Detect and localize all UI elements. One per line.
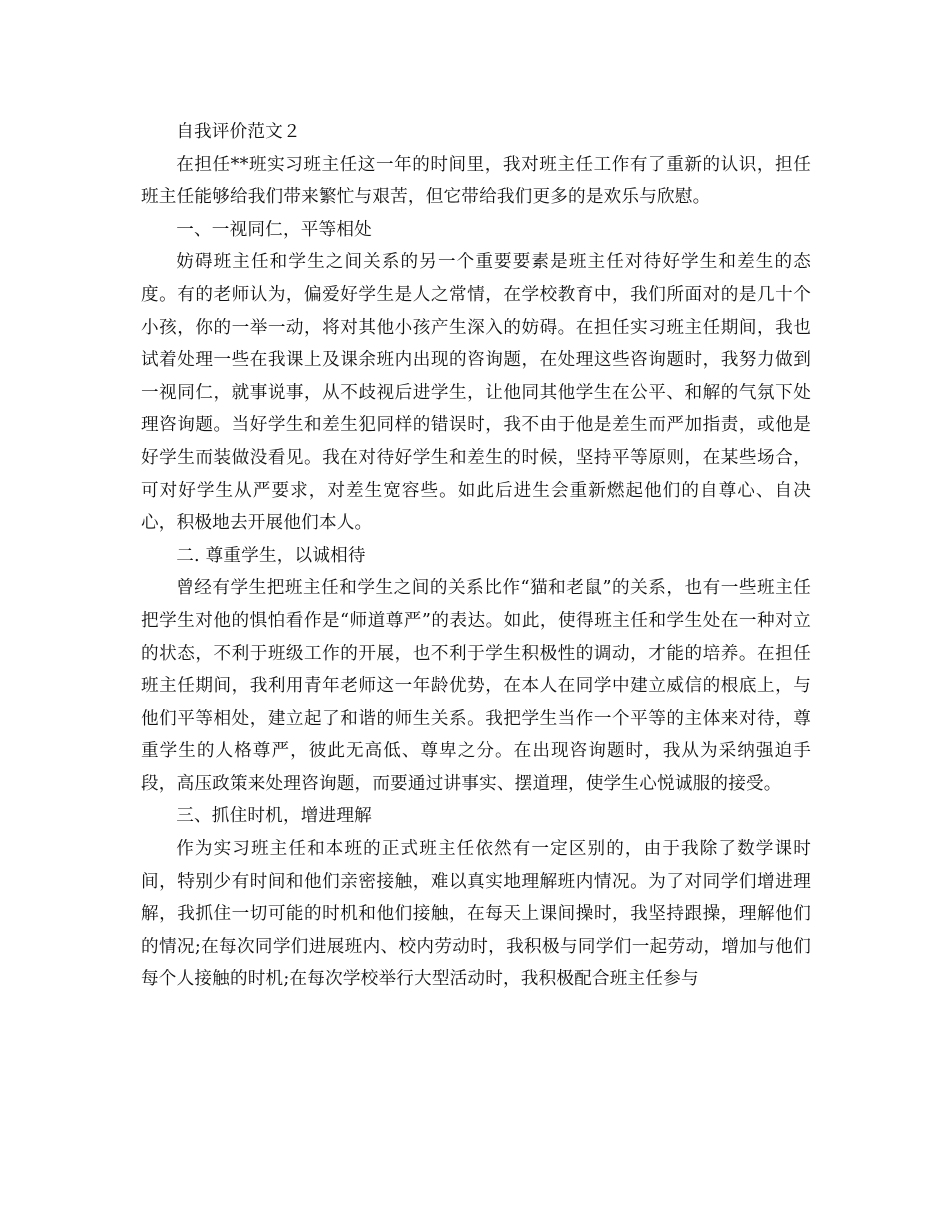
intro-paragraph: 在担任**班实习班主任这一年的时间里，我对班主任工作有了重新的认识，担任班主任能够给我们带来繁忙与艰苦，但它带给我们更多的是欢乐与欣慰。 xyxy=(141,154,811,208)
section-paragraph-1: 妨碍班主任和学生之间关系的另一个重要要素是班主任对待好学生和差生的态度。有的老师认为，偏爱好学生是人之常情，在学校教育中，我们所面对的是几十个小孩，你的一举一动，将对其他小孩产生深入的妨碍。在担任实习班主任期间，我也试着处理一些在我课上及课余班内出现的咨询题，在处理这些咨询题时，我努力做到一视同仁，就事说事，从不歧视后进学生，让他同其他学生在公平、和解的气氛下处理咨询题。当好学生和差生犯同样的错误时，我不由于他是差生而严加指责，或他是好学生而装做没看见。我在对待好学生和差生的时候，坚持平等原则，在某些场合，可对好学生从严要求，对差生宽容些。如此后进生会重新燃起他们的自尊心、自决心，积极地去开展他们本人。 xyxy=(141,252,811,534)
document-title: 自我评价范文２ xyxy=(176,122,301,142)
section-paragraph-2: 曾经有学生把班主任和学生之间的关系比作“猫和老鼠”的关系，也有一些班主任把学生对他的惧怕看作是“师道尊严”的表达。如此，使得班主任和学生处在一种对立的状态，不利于班级工作的开展，也不利于学生积极性的调动，才能的培养。在担任班主任期间，我利用青年老师这一年龄优势，在本人在同学中建立威信的根底上，与他们平等相处，建立起了和谐的师生关系。我把学生当作一个平等的主体来对待，尊重学生的人格尊严，彼此无高低、尊卑之分。在出现咨询题时，我从为采纳强迫手段，高压政策来处理咨询题，而要通过讲事实、摆道理，使学生心悦诚服的接受。 xyxy=(141,578,811,794)
section-heading-3: 三、抓住时机，增进理解 xyxy=(176,806,372,827)
section-heading-2: 二. 尊重学生，以诚相待 xyxy=(176,545,366,566)
section-paragraph-3: 作为实习班主任和本班的正式班主任依然有一定区别的，由于我除了数学课时间，特别少有时间和他们亲密接触，难以真实地理解班内情况。为了对同学们增进理解，我抓住一切可能的时机和他们接触，在每天上课间操时，我坚持跟操，理解他们的情况;在每次同学们进展班内、校内劳动时，我积极与同学们一起劳动，增加与他们每个人接触的时机;在每次学校举行大型活动时，我积极配合班主任参与 xyxy=(141,839,811,990)
section-heading-1: 一、一视同仁，平等相处 xyxy=(176,219,372,240)
document-body xyxy=(141,116,811,996)
